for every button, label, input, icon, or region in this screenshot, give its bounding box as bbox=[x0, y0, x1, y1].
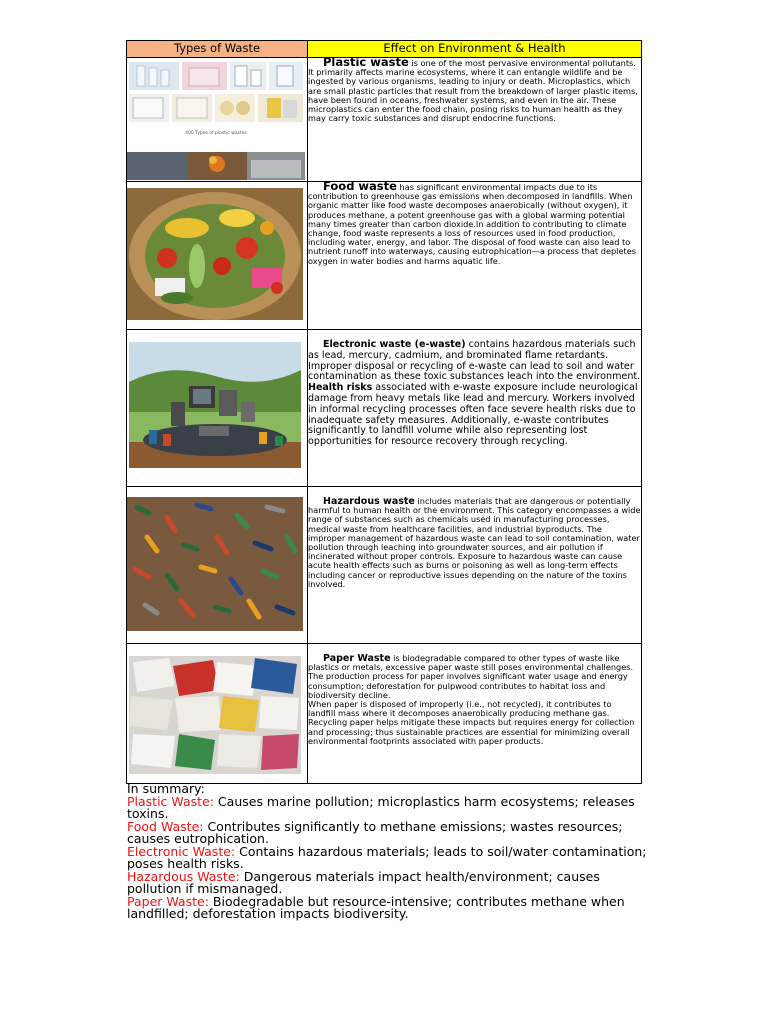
hazardous-lead: Hazardous waste bbox=[323, 496, 415, 507]
summary-hazardous-text: Dangerous materials impact health/environment; causes pollution if mismanaged. bbox=[127, 868, 600, 896]
summary-hazardous bbox=[127, 868, 647, 896]
row-hazardous bbox=[127, 487, 642, 644]
electronic-lead: Electronic waste (e-waste) bbox=[323, 339, 466, 350]
electronic-waste-image bbox=[129, 342, 301, 468]
row-paper bbox=[127, 644, 642, 784]
paper-text: is biodegradable compared to other types of waste like plastics or metals, excessive paper waste still poses environmental challenges. The production process for paper involves significant water usage and energy consumption; deforestation for pulpwood contributes to habitat loss and biodiversity decline. bbox=[308, 653, 634, 700]
header-types-of-waste: Types of Waste bbox=[127, 41, 308, 58]
plastic-image-cell bbox=[127, 58, 308, 182]
summary-plastic-text: Causes marine pollution; microplastics harm ecosystems; releases toxins. bbox=[127, 793, 635, 821]
summary bbox=[127, 783, 647, 921]
food-waste-image bbox=[127, 188, 303, 320]
summary-plastic-label: Plastic Waste: bbox=[127, 793, 214, 809]
summary-food-text: Contributes significantly to methane emissions; wastes resources; causes eutrophication. bbox=[127, 818, 623, 846]
row-plastic bbox=[127, 58, 642, 182]
summary-electronic-text: Contains hazardous materials; leads to soil/water contamination; poses health risks. bbox=[127, 843, 647, 871]
paper-text-b: When paper is disposed of improperly (i.e., not recycled), it contributes to landfill mass where it decomposes anaerobically producing methane gas. Recycling paper helps mitigate these impacts but requires energy for collection and processing; thus sustainable practices are essential for minimizing overall environmental footprints associated with paper products. bbox=[308, 699, 635, 746]
row-food bbox=[127, 182, 642, 330]
electronic-text-1: contains hazardous materials such as lead, mercury, cadmium, and brominated flame retardants. Improper disposal or recycling of e-waste can lead to soil and water contamination as these toxic substances leach into the environment. bbox=[308, 339, 641, 383]
hazardous-image-cell bbox=[127, 487, 308, 644]
electronic-text-2: associated with e-waste exposure include neurological damage from heavy metals like lead and mercury. Workers involved in informal recycling processes often face severe health risks due to inadequate safety measures. Additionally, e-waste contributes significantly to landfill volume while also representing lost opportunities for resource recovery through recycling. bbox=[308, 382, 638, 448]
svg-text:400 Types of plastic wastes: 400 Types of plastic wastes bbox=[185, 131, 247, 136]
summary-plastic bbox=[127, 793, 647, 821]
summary-food bbox=[127, 818, 647, 846]
hazardous-text: includes materials that are dangerous or potentially harmful to human health or the environment. This category encompasses a wide range of substances such as chemicals used in manufacturing processes, medical waste from healthcare facilities, and industrial byproducts. The improper management of hazardous waste can lead to soil contamination, water pollution through leaching into groundwater sources, and air pollution if incinerated without proper controls. Exposure to hazardous waste can cause acute health effects such as burns or poisoning as well as long-term effects including cancer or reproductive issues depending on the nature of the toxins involved. bbox=[308, 496, 641, 589]
summary-electronic bbox=[127, 843, 647, 871]
food-lead: Food waste bbox=[323, 179, 397, 193]
food-image-cell bbox=[127, 182, 308, 330]
summary-paper-label: Paper Waste: bbox=[127, 893, 209, 909]
waste-table bbox=[126, 40, 642, 784]
summary-paper-text: Biodegradable but resource-intensive; contributes methane when landfilled; deforestation impacts biodiversity. bbox=[127, 893, 625, 921]
summary-electronic-label: Electronic Waste: bbox=[127, 843, 236, 859]
electronic-description bbox=[308, 330, 642, 487]
paper-image-cell bbox=[127, 644, 308, 784]
food-text: has significant environmental impacts due to its contribution to greenhouse gas emissions when decomposed in landfills. When organic matter like food waste decomposes anaerobically (without oxygen), it produces methane, a potent greenhouse gas with a global warming potential many times greater than carbon dioxide.In addition to contributing to climate change, food waste represents a loss of resources used in food production, including water, energy, and labor. The disposal of food waste can also lead to nutrient runoff into waterways, causing eutrophication—a process that depletes oxygen in water bodies and harms aquatic life. bbox=[308, 182, 636, 266]
plastic-lead: Plastic waste bbox=[323, 55, 409, 69]
plastic-text: is one of the most pervasive environmental pollutants. It primarily affects marine ecosystems, where it can entangle wildlife and be ingested by various organisms, leading to injury or death. Microplastics, which are small plastic particles that result from the breakdown of larger plastic items, have been found in oceans, freshwater systems, and even in the air. These microplastics can enter the food chain, posing risks to human health as they may carry toxic substances and disrupt endocrine functions. bbox=[308, 58, 638, 124]
summary-food-label: Food Waste: bbox=[127, 818, 204, 834]
row-electronic bbox=[127, 330, 642, 487]
summary-hazardous-label: Hazardous Waste: bbox=[127, 868, 240, 884]
food-description bbox=[308, 179, 642, 330]
hazardous-waste-image bbox=[127, 497, 303, 631]
summary-paper bbox=[127, 893, 647, 921]
header-effect: Effect on Environment & Health bbox=[308, 41, 642, 58]
paper-description bbox=[308, 644, 642, 784]
plastic-description bbox=[308, 55, 642, 182]
summary-intro: In summary: bbox=[127, 781, 205, 796]
plastic-waste-image bbox=[127, 60, 305, 180]
health-risks-lead: Health risks bbox=[308, 382, 373, 394]
hazardous-description bbox=[308, 487, 642, 644]
paper-lead: Paper Waste bbox=[323, 653, 391, 664]
paper-waste-image bbox=[129, 656, 301, 774]
electronic-image-cell bbox=[127, 330, 308, 487]
